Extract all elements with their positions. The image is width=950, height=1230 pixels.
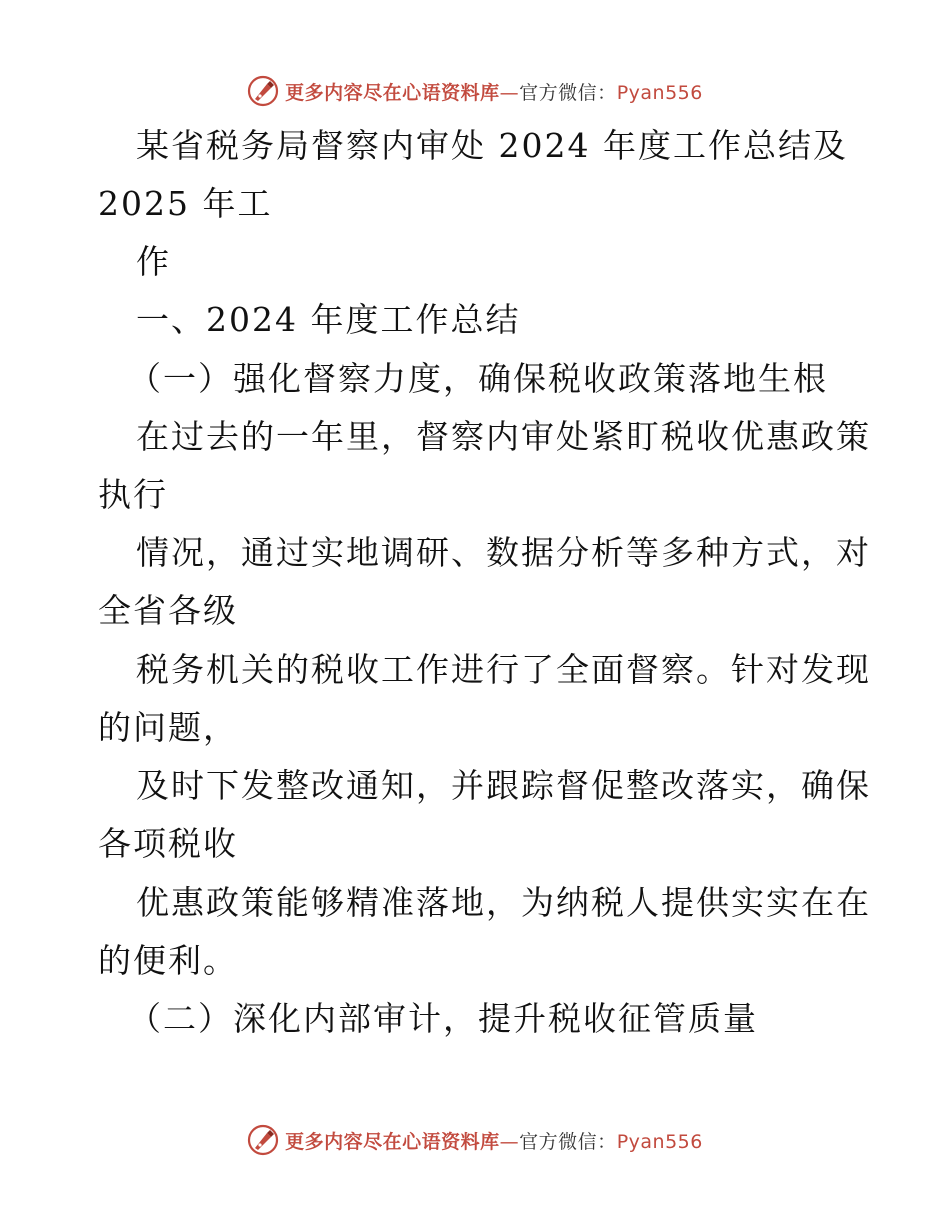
watermark-main-text: 更多内容尽在心语资料库 <box>285 81 500 104</box>
subsection-heading-2: （二）深化内部审计，提升税收征管质量 <box>128 999 758 1038</box>
watermark-dash: — <box>499 1130 520 1153</box>
watermark-label: 官方微信： <box>519 81 617 104</box>
paragraph-line: 及时下发整改通知，并跟踪督促整改落实，确保 <box>136 766 871 805</box>
section-heading: 一、2024 年度工作总结 <box>136 300 521 339</box>
pen-nib-logo-icon <box>247 1124 279 1156</box>
paragraph-line: 全省各级 <box>98 591 238 630</box>
paragraph-line: 的问题， <box>98 708 238 747</box>
paragraph-line: 优惠政策能够精准落地，为纳税人提供实实在在 <box>136 883 871 922</box>
subsection-heading-1: （一）强化督察力度，确保税收政策落地生根 <box>128 359 828 398</box>
watermark-dash: — <box>499 81 520 104</box>
watermark-label: 官方微信： <box>519 1130 617 1153</box>
paragraph-line: 情况，通过实地调研、数据分析等多种方式，对 <box>136 533 871 572</box>
watermark-main-text: 更多内容尽在心语资料库 <box>285 1130 500 1153</box>
footer-watermark <box>0 1120 950 1160</box>
paragraph-line: 税务机关的税收工作进行了全面督察。针对发现 <box>136 650 871 689</box>
paragraph-line: 的便利。 <box>98 941 238 980</box>
watermark-id: Pyan556 <box>616 1130 703 1153</box>
paragraph-line: 在过去的一年里，督察内审处紧盯税收优惠政策 <box>136 417 871 456</box>
document-title-line-2: 2025 年工 <box>98 184 273 223</box>
paragraph-line: 各项税收 <box>98 824 238 863</box>
document-title-line-1: 某省税务局督察内审处 2024 年度工作总结及 <box>136 126 848 165</box>
document-title-line-3: 作 <box>136 242 171 281</box>
paragraph-line: 执行 <box>98 475 168 514</box>
watermark-id: Pyan556 <box>616 81 703 104</box>
